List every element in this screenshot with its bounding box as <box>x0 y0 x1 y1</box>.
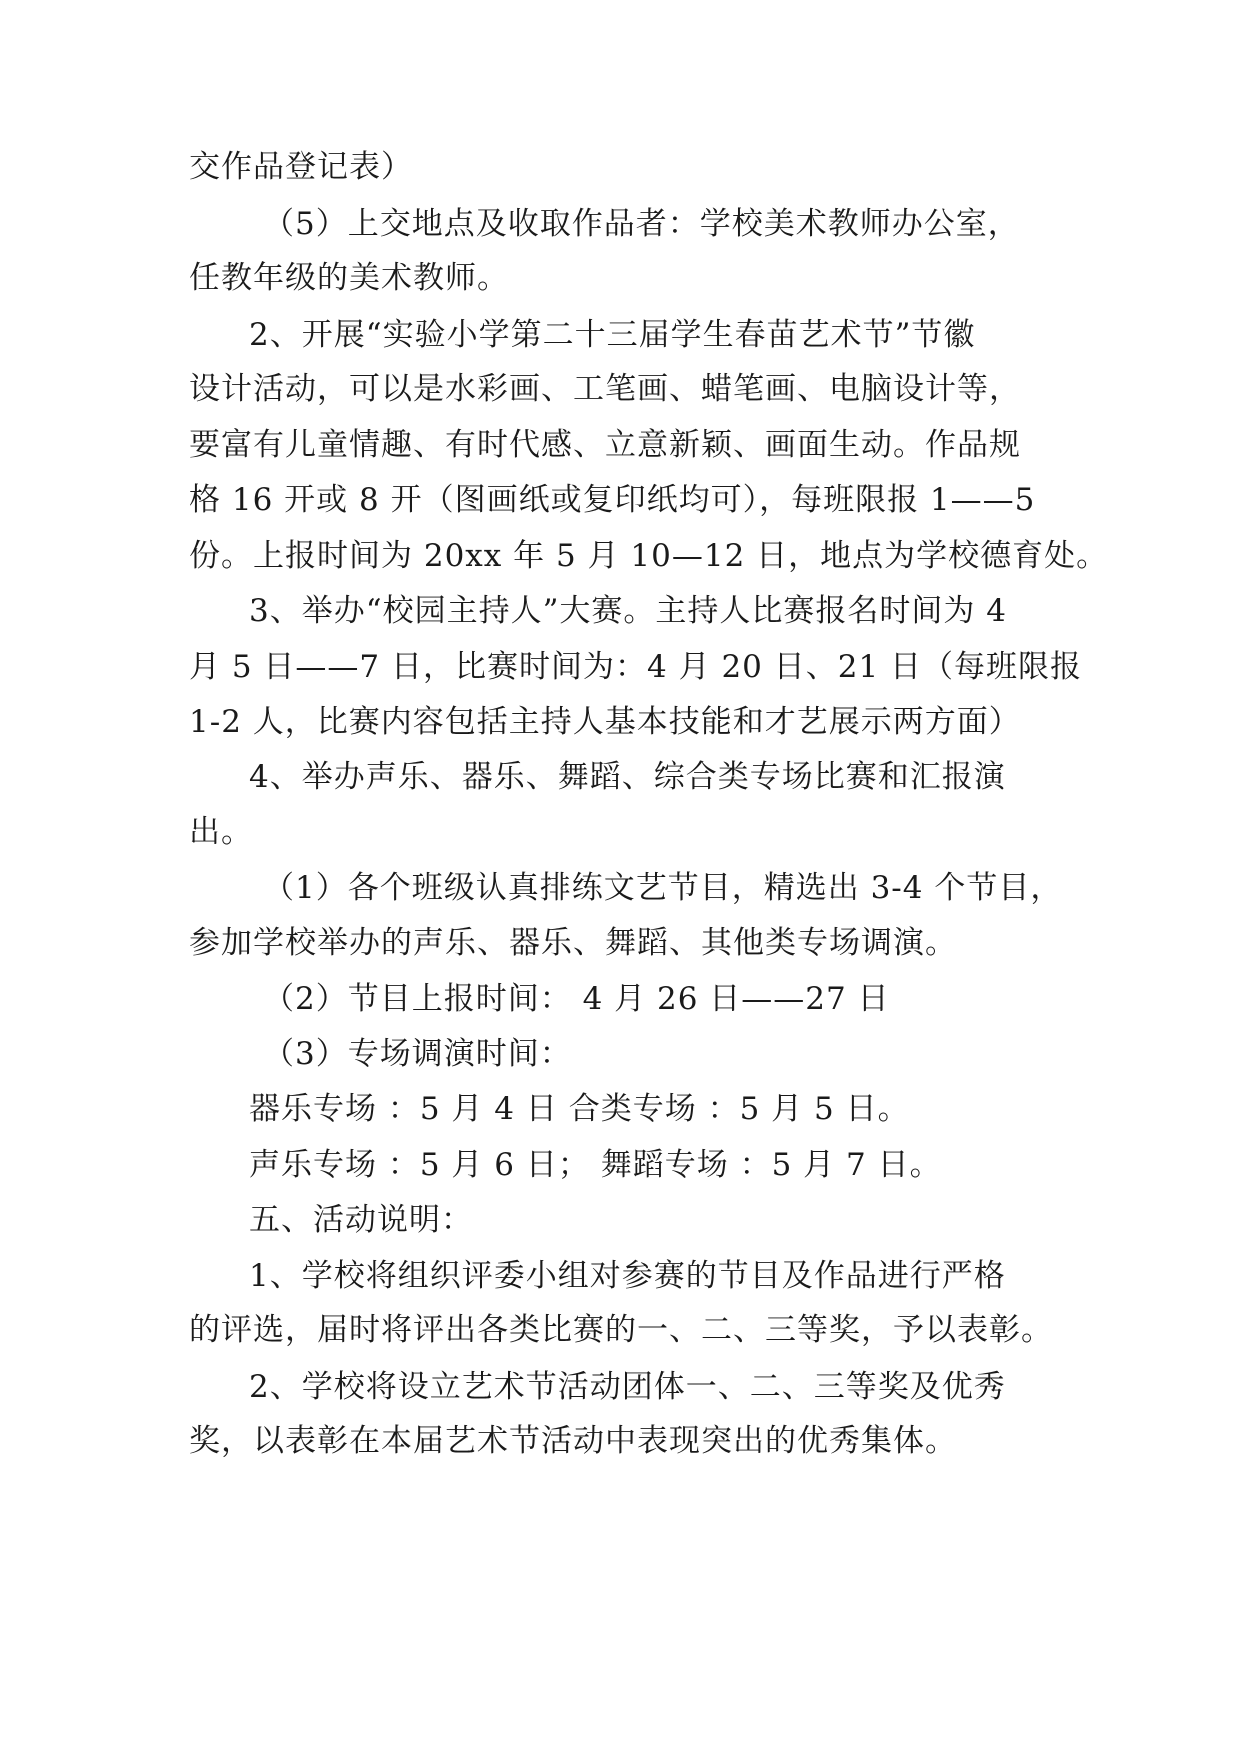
text-line-19: 声乐专场 ：5 月 6 日； 舞蹈专场 ：5 月 7 日。 <box>249 1147 942 1183</box>
text-line-24: 奖，以表彰在本届艺术节活动中表现突出的优秀集体。 <box>189 1423 957 1459</box>
text-line-11: 1-2 人，比赛内容包括主持人基本技能和才艺展示两方面） <box>189 704 1021 740</box>
text-line-13: 出。 <box>189 814 253 850</box>
text-line-15: 参加学校举办的声乐、器乐、舞蹈、其他类专场调演。 <box>189 925 957 961</box>
text-line-3: 任教年级的美术教师。 <box>189 260 509 296</box>
text-line-10: 月 5 日——7 日，比赛时间为：4 月 20 日、21 日（每班限报 <box>189 649 1083 685</box>
text-line-18: 器乐专场 ：5 月 4 日 合类专场 ：5 月 5 日。 <box>249 1091 910 1127</box>
text-line-8: 份。上报时间为 20xx 年 5 月 10—12 日，地点为学校德育处。 <box>189 538 1109 574</box>
text-line-20: 五、活动说明： <box>249 1202 473 1238</box>
text-line-17: （3）专场调演时间： <box>263 1036 572 1072</box>
text-line-5: 设计活动，可以是水彩画、工笔画、蜡笔画、电脑设计等， <box>189 371 1021 407</box>
text-line-22: 的评选，届时将评出各类比赛的一、二、三等奖，予以表彰。 <box>189 1312 1053 1348</box>
text-line-23: 2、学校将设立艺术节活动团体一、二、三等奖及优秀 <box>249 1369 1006 1405</box>
text-line-6: 要富有儿童情趣、有时代感、立意新颖、画面生动。作品规 <box>189 427 1021 463</box>
text-line-12: 4、举办声乐、器乐、舞蹈、综合类专场比赛和汇报演 <box>249 759 1006 795</box>
text-line-9: 3、举办“校园主持人”大赛。主持人比赛报名时间为 4 <box>249 593 1007 629</box>
text-line-1: 交作品登记表） <box>189 149 413 185</box>
text-line-7: 格 16 开或 8 开（图画纸或复印纸均可），每班限报 1——5 <box>189 482 1036 518</box>
text-line-2: （5）上交地点及收取作品者：学校美术教师办公室， <box>263 206 1020 242</box>
text-line-21: 1、学校将组织评委小组对参赛的节目及作品进行严格 <box>249 1258 1006 1294</box>
text-line-14: （1）各个班级认真排练文艺节目，精选出 3-4 个节目， <box>263 870 1063 906</box>
text-line-16: （2）节目上报时间： 4 月 26 日——27 日 <box>263 981 890 1017</box>
text-line-4: 2、开展“实验小学第二十三届学生春苗艺术节”节徽 <box>249 317 976 353</box>
